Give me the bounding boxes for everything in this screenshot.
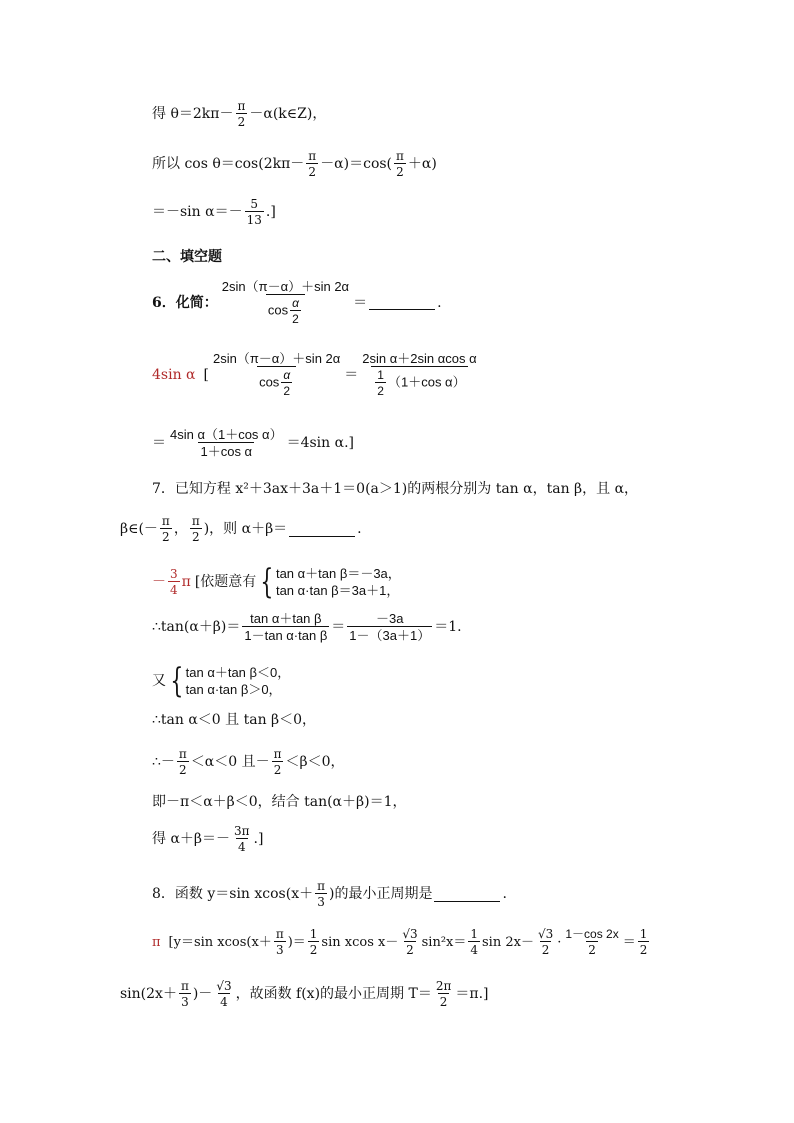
answer-blank (369, 295, 435, 310)
fraction: $\frac{\pi}{2}$ (191, 514, 200, 544)
fraction: $\frac{-3a}{1-(3a+1)}$ (349, 611, 431, 643)
fraction: 2sin（π－α）＋sin 2α cos $\frac{\alpha}{2}$ (212, 351, 341, 398)
section-heading: 二、填空题 (152, 249, 222, 265)
text: . (437, 294, 442, 311)
text: 又 (152, 673, 166, 689)
equation-system: tan α＋tan β＜0， tan α·tan β＞0， (185, 665, 291, 697)
question-7-cont (120, 515, 362, 543)
text: 得 θ＝2kπ－ (152, 106, 234, 122)
question-label: 6．化简： (152, 294, 218, 311)
answer-6 (152, 352, 481, 397)
fraction: $\frac{\pi}{3}$ (317, 879, 325, 909)
question-7: 7．已知方程 x²＋3ax＋3a＋1＝0(a＞1)的两根分别为 tan α，tan β，且 α， (152, 481, 639, 497)
answer-8-cont: sin(2x＋ $\frac{\pi}{3}$ )－ $\frac{√3}{4}$ ，故函数 f(x)的最小正周期 T＝ $\frac{2\pi}{2}$ ＝π.] (120, 979, 489, 1009)
text: ＝ (353, 294, 368, 311)
line-2 (152, 150, 437, 178)
fraction: $\frac{\pi}{2}$ (237, 99, 246, 129)
left-brace: { (260, 562, 274, 602)
text: ＝ (152, 435, 166, 451)
answer-7-line: 即－π＜α＋β＜0，结合 tan(α＋β)＝1， (152, 794, 407, 810)
text: β∈(－ (120, 521, 158, 537)
text: ＝ (331, 619, 346, 635)
text: ＋α) (407, 156, 437, 172)
text: [ (203, 366, 209, 383)
equation-system: tan α＋tan β＝－3a， tan α·tan β＝3a＋1， (275, 566, 401, 598)
fraction: $\frac{\pi}{2}$ (396, 149, 404, 179)
text: ＝ (344, 366, 359, 383)
line-1 (152, 100, 326, 128)
fraction: $\frac{\pi}{2}$ (178, 747, 187, 777)
text: . (502, 886, 507, 902)
answer-blank (289, 522, 355, 537)
text: 得 α＋β＝－ (152, 831, 230, 847)
answer-7-line: ∴tan α＜0 且 tan β＜0， (152, 712, 317, 728)
answer-blank (434, 887, 500, 902)
text: 8．函数 y＝sin xcos(x＋ (152, 886, 314, 902)
answer: π (152, 934, 161, 950)
left-brace: { (170, 661, 184, 701)
fraction: $\frac{\text{4sin α（1＋cos α）}}{\text{1＋cos α}}$ (170, 427, 283, 459)
question-6 (152, 280, 442, 325)
text: ＝－sin α＝－ (152, 204, 243, 220)
answer-7-also (152, 661, 291, 701)
fraction: 2sin（π－α）＋sin 2α cos $\frac{\alpha}{2}$ (221, 279, 350, 326)
text: ＝4sin α.] (286, 435, 354, 451)
answer-7-result (152, 825, 263, 853)
answer: 4sin α (152, 366, 196, 383)
text: .] (253, 831, 264, 847)
answer-7 (152, 562, 401, 602)
text: ＜α＜0 且－ (190, 754, 270, 770)
line-3 (152, 198, 276, 226)
answer-6-cont (152, 428, 354, 458)
fraction: 2sin α＋2sin αcos α $\frac{1}{2}$ （1＋cos α） (362, 351, 477, 398)
answer: － $\frac{3}{4}$ π (152, 567, 191, 597)
fraction: $\frac{3\pi}{4}$ (234, 824, 250, 854)
text: －α)＝cos( (320, 156, 393, 172)
text: . (357, 521, 362, 537)
text: .] (265, 204, 276, 220)
text: )，则 α＋β＝ (203, 521, 288, 537)
text: ∴tan(α＋β)＝ (152, 619, 241, 635)
fraction: $\frac{\text{tan α＋tan β}}{\text{1－tan α·tan β}}$ (244, 611, 328, 643)
fraction: $\frac{\pi}{2}$ (161, 514, 170, 544)
answer-7-tan-sum (152, 612, 462, 642)
text: )的最小正周期是 (329, 886, 433, 902)
fraction: $\frac{5}{13}$ (246, 197, 262, 227)
text: ＝1. (434, 619, 462, 635)
answer-8: π [y＝sin xcos(x＋ $\frac{\pi}{3}$ )＝ $\frac{1}{2}$ sin xcos x－ $\frac{√3}{2}$ sin²x＝ $\frac{1}{4}$ sin 2x－ $\frac{√3}{2}$ · $\frac{1-\cos 2x}{2}$ ＝ $\frac{1}{2}$ (152, 927, 648, 957)
text: ∴－ (152, 754, 175, 770)
question-8 (152, 880, 507, 908)
fraction: $\frac{\pi}{2}$ (308, 149, 317, 179)
answer-7-range (152, 748, 345, 776)
text: ， (173, 521, 188, 537)
text: ＜β＜0， (285, 754, 345, 770)
fraction: $\frac{\pi}{2}$ (273, 747, 282, 777)
text: 所以 cos θ＝cos(2kπ－ (152, 156, 305, 172)
text: [依题意有 (194, 574, 257, 590)
text: －α(k∈Z)， (249, 106, 327, 122)
